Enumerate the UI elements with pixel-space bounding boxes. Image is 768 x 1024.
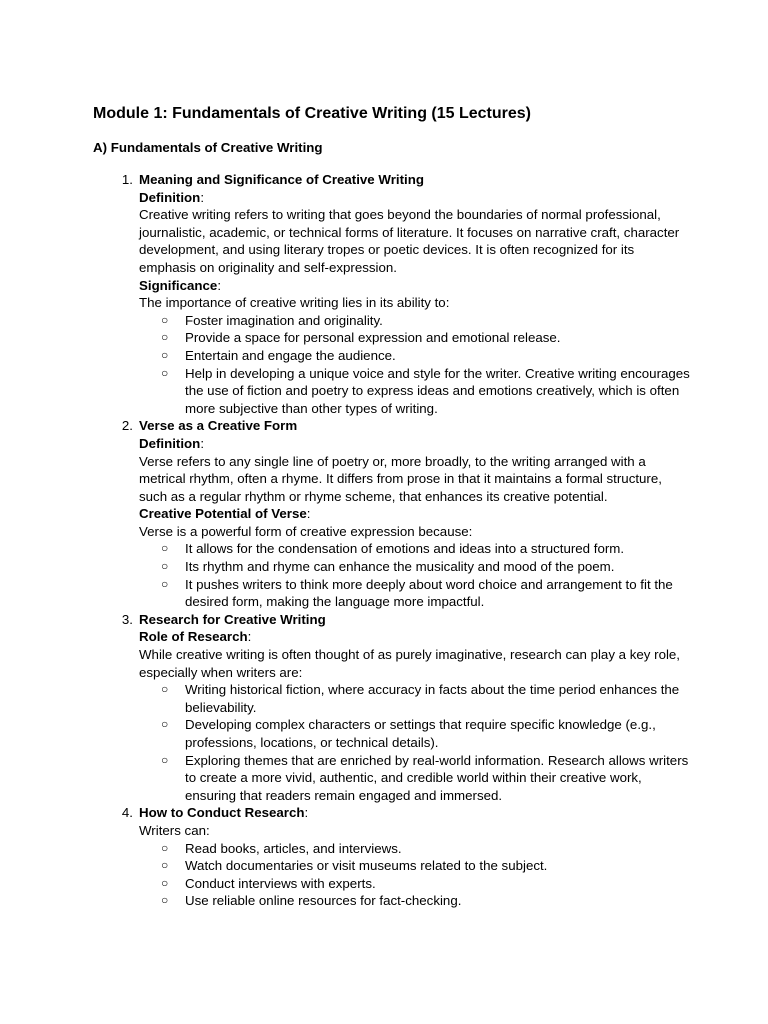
- definition-label-line: Definition:: [139, 189, 205, 205]
- item-heading: Research for Creative Writing: [139, 611, 326, 627]
- bullet-item: [139, 329, 693, 347]
- bullet-text: Developing complex characters or settings that require specific knowledge (e.g., professions, locations, or technical details).: [185, 717, 656, 750]
- list-item: [113, 417, 693, 611]
- list-item: [113, 171, 693, 417]
- definition-label: Definition: [139, 189, 201, 205]
- bullet-text: Use reliable online resources for fact-checking.: [185, 893, 462, 909]
- bullet-circle-icon: ○: [161, 347, 169, 362]
- bullet-text: Provide a space for personal expression and emotional release.: [185, 330, 561, 346]
- bullet-text: Exploring themes that are enriched by real-world information. Research allows writers to create a more vivid, authentic, and credible world within their creative work, ensuring that readers remain engaged and immersed.: [185, 752, 689, 803]
- bullet-circle-icon: ○: [161, 682, 169, 697]
- bullet-list: [139, 312, 693, 418]
- bullet-circle-icon: ○: [161, 840, 169, 855]
- bullet-item: [139, 875, 693, 893]
- bullet-item: [139, 347, 693, 365]
- definition-text: Creative writing refers to writing that goes beyond the boundaries of normal professional, journalistic, academic, or technical forms of literature. It focuses on narrative craft, character development, and using literary tropes or poetic devices. It is often recognized for its emphasis on originality and self-expression.: [139, 207, 680, 275]
- bullet-circle-icon: ○: [161, 858, 169, 873]
- role-label-line: Role of Research:: [139, 629, 252, 645]
- section-title: A) Fundamentals of Creative Writing: [93, 140, 323, 155]
- bullet-item: [139, 540, 693, 558]
- definition-label: Definition: [139, 435, 201, 451]
- significance-label-line: Significance:: [139, 277, 222, 293]
- bullet-text: Writing historical fiction, where accuracy in facts about the time period enhances the believability.: [185, 682, 680, 715]
- item-number: 2.: [121, 418, 133, 434]
- item-heading: How to Conduct Research: [139, 805, 305, 821]
- definition-label-line: Definition:: [139, 435, 205, 451]
- bullet-text: It allows for the condensation of emotions and ideas into a structured form.: [185, 541, 625, 557]
- bullet-list: [139, 840, 693, 910]
- bullet-circle-icon: ○: [161, 312, 169, 327]
- bullet-list: [139, 681, 693, 804]
- item-heading: Verse as a Creative Form: [139, 418, 298, 434]
- bullet-item: [139, 857, 693, 875]
- intro-text: Verse is a powerful form of creative expression because:: [139, 523, 473, 539]
- intro-text: While creative writing is often thought of as purely imaginative, research can play a key role, especially when writers are:: [139, 647, 681, 680]
- list-item: [113, 804, 693, 910]
- bullet-circle-icon: ○: [161, 559, 169, 574]
- creative-potential-label-line: Creative Potential of Verse:: [139, 506, 311, 522]
- definition-text: Verse refers to any single line of poetry or, more broadly, to the writing arranged with a metrical rhythm, often a rhyme. It differs from prose in that it maintains a formal structure, such as a regular rhythm or rhyme scheme, that enhances its creative potential.: [139, 453, 662, 504]
- bullet-item: [139, 558, 693, 576]
- bullet-item: [139, 576, 693, 611]
- intro-text: Writers can:: [139, 822, 210, 838]
- bullet-text: It pushes writers to think more deeply about word choice and arrangement to fit the desired form, making the language more impactful.: [185, 576, 673, 610]
- bullet-circle-icon: ○: [161, 576, 169, 591]
- bullet-circle-icon: ○: [161, 875, 169, 890]
- item-heading: Meaning and Significance of Creative Writing: [139, 172, 424, 187]
- bullet-item: [139, 681, 693, 716]
- bullet-text: Help in developing a unique voice and style for the writer. Creative writing encourages the use of fiction and poetry to express ideas and emotions creatively, which is often more subjective than other types of writing.: [185, 365, 690, 416]
- bullet-circle-icon: ○: [161, 330, 169, 345]
- item-number: 4.: [121, 805, 133, 821]
- item-number: 3.: [121, 611, 133, 627]
- bullet-circle-icon: ○: [161, 717, 169, 732]
- creative-potential-label: Creative Potential of Verse: [139, 506, 307, 522]
- item-heading-line: How to Conduct Research:: [139, 805, 309, 821]
- bullet-list: [139, 540, 693, 610]
- module-title: Module 1: Fundamentals of Creative Writing (15 Lectures): [93, 105, 531, 122]
- bullet-text: Watch documentaries or visit museums related to the subject.: [185, 858, 548, 874]
- bullet-text: Its rhythm and rhyme can enhance the musicality and mood of the poem.: [185, 559, 615, 575]
- bullet-text: Foster imagination and originality.: [185, 312, 383, 328]
- bullet-item: [139, 892, 693, 910]
- significance-label: Significance: [139, 277, 218, 293]
- bullet-item: [139, 752, 693, 805]
- bullet-circle-icon: ○: [161, 365, 169, 380]
- list-item: [113, 611, 693, 805]
- role-of-research-label: Role of Research: [139, 629, 248, 645]
- bullet-item: [139, 716, 693, 751]
- bullet-text: Conduct interviews with experts.: [185, 875, 376, 891]
- bullet-circle-icon: ○: [161, 893, 169, 908]
- bullet-circle-icon: ○: [161, 752, 169, 767]
- bullet-text: Entertain and engage the audience.: [185, 347, 396, 363]
- bullet-item: [139, 365, 693, 418]
- bullet-circle-icon: ○: [161, 541, 169, 556]
- bullet-item: [139, 312, 693, 330]
- numbered-list: [113, 171, 693, 910]
- item-number: 1.: [121, 172, 133, 187]
- intro-text: The importance of creative writing lies in its ability to:: [139, 295, 450, 311]
- bullet-item: [139, 840, 693, 858]
- bullet-text: Read books, articles, and interviews.: [185, 840, 402, 856]
